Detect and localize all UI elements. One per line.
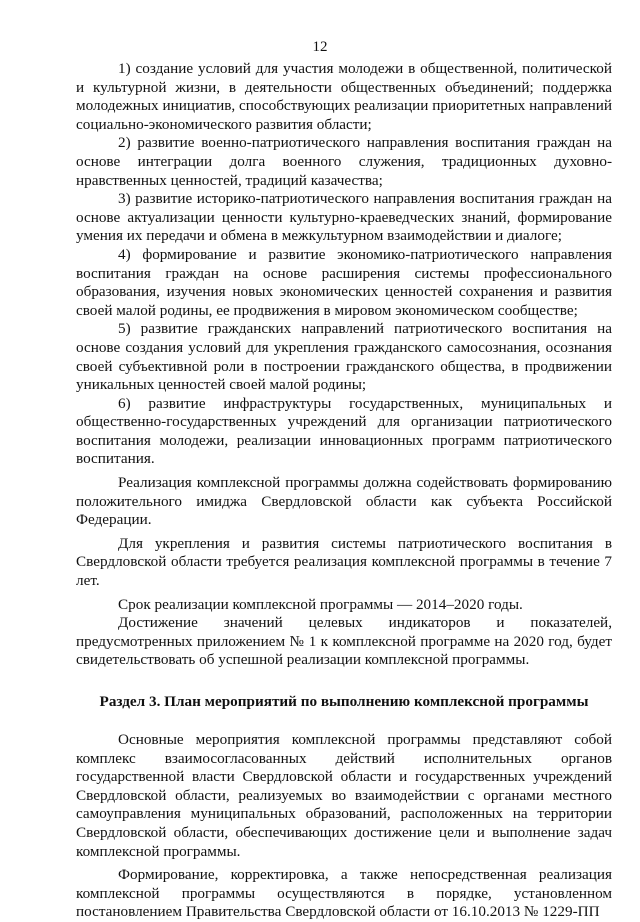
paragraph-goal-4: 4) формирование и развитие экономико-патриотического направления воспитания граждан на основе расширения системы профессионального образования, изучения новых экономических ценностей сохранения и развития своей малой родины, ее продвижения в мировом экономическом сообществе; xyxy=(76,245,612,319)
paragraph-implementation-order: Формирование, корректировка, а также непосредственная реализация комплексной программы осуществляются в порядке, установленном постановлением Правительства Свердловской области от 16.10.2013 № 1229-ПП xyxy=(76,866,612,921)
paragraph-term: Срок реализации комплексной программы — 2014–2020 годы. xyxy=(118,595,523,613)
section-heading: Раздел 3. План мероприятий по выполнению комплексной программы xyxy=(99,693,589,710)
paragraph-goal-1: 1) создание условий для участия молодежи в общественной, политической и культурной жизни, в деятельности общественных объединений; поддержка молодежных инициатив, способствующих реализации приоритетных направлений социально-экономического развития области; xyxy=(76,60,612,133)
paragraph-indicators: Достижение значений целевых индикаторов и показателей, предусмотренных приложением № 1 к комплексной программе на 2020 год, будет свидетельствовать об успешной реализации комплексной программы. xyxy=(76,614,612,669)
paragraph-main-measures: Основные мероприятия комплексной программы представляют собой комплекс взаимосогласованных действий исполнительных органов государственной власти Свердловской области и государственных учреждений Свердловской области, реализуемых во взаимодействии с органами местного самоуправления муниципальных образований, расположенных на территории Свердловской области, обеспечивающих достижение цели и выполнение задач комплексной программы. xyxy=(76,731,612,860)
paragraph-goal-2: 2) развитие военно-патриотического направления воспитания граждан на основе интеграции долга военного служения, традиционных духовно-нравственных ценностей, традиций казачества; xyxy=(76,134,612,189)
paragraph-image: Реализация комплексной программы должна содействовать формированию положительного имиджа Свердловской области как субъекта Российской Федерации. xyxy=(76,474,612,529)
page-content xyxy=(76,60,612,922)
page-number: 12 xyxy=(312,39,328,55)
paragraph-goal-3: 3) развитие историко-патриотического направления воспитания граждан на основе актуализации ценности культурно-краеведческих знаний, формирование умения их передачи и обмена в межкультурном взаимодействии и диалоге; xyxy=(76,190,612,245)
paragraph-goal-5: 5) развитие гражданских направлений патриотического воспитания на основе создания условий для укрепления гражданского самосознания, осознания своей субъективной роли в построении гражданского общества, в продвижении уникальных ценностей своей малой родины; xyxy=(76,320,612,394)
paragraph-goal-6: 6) развитие инфраструктуры государственных, муниципальных и общественно-государственных учреждений для организации патриотического воспитания молодежи, реализации инновационных программ патриотического воспитания. xyxy=(76,394,612,468)
paragraph-duration-need: Для укрепления и развития системы патриотического воспитания в Свердловской области требуется реализация комплексной программы в течение 7 лет. xyxy=(76,534,612,590)
